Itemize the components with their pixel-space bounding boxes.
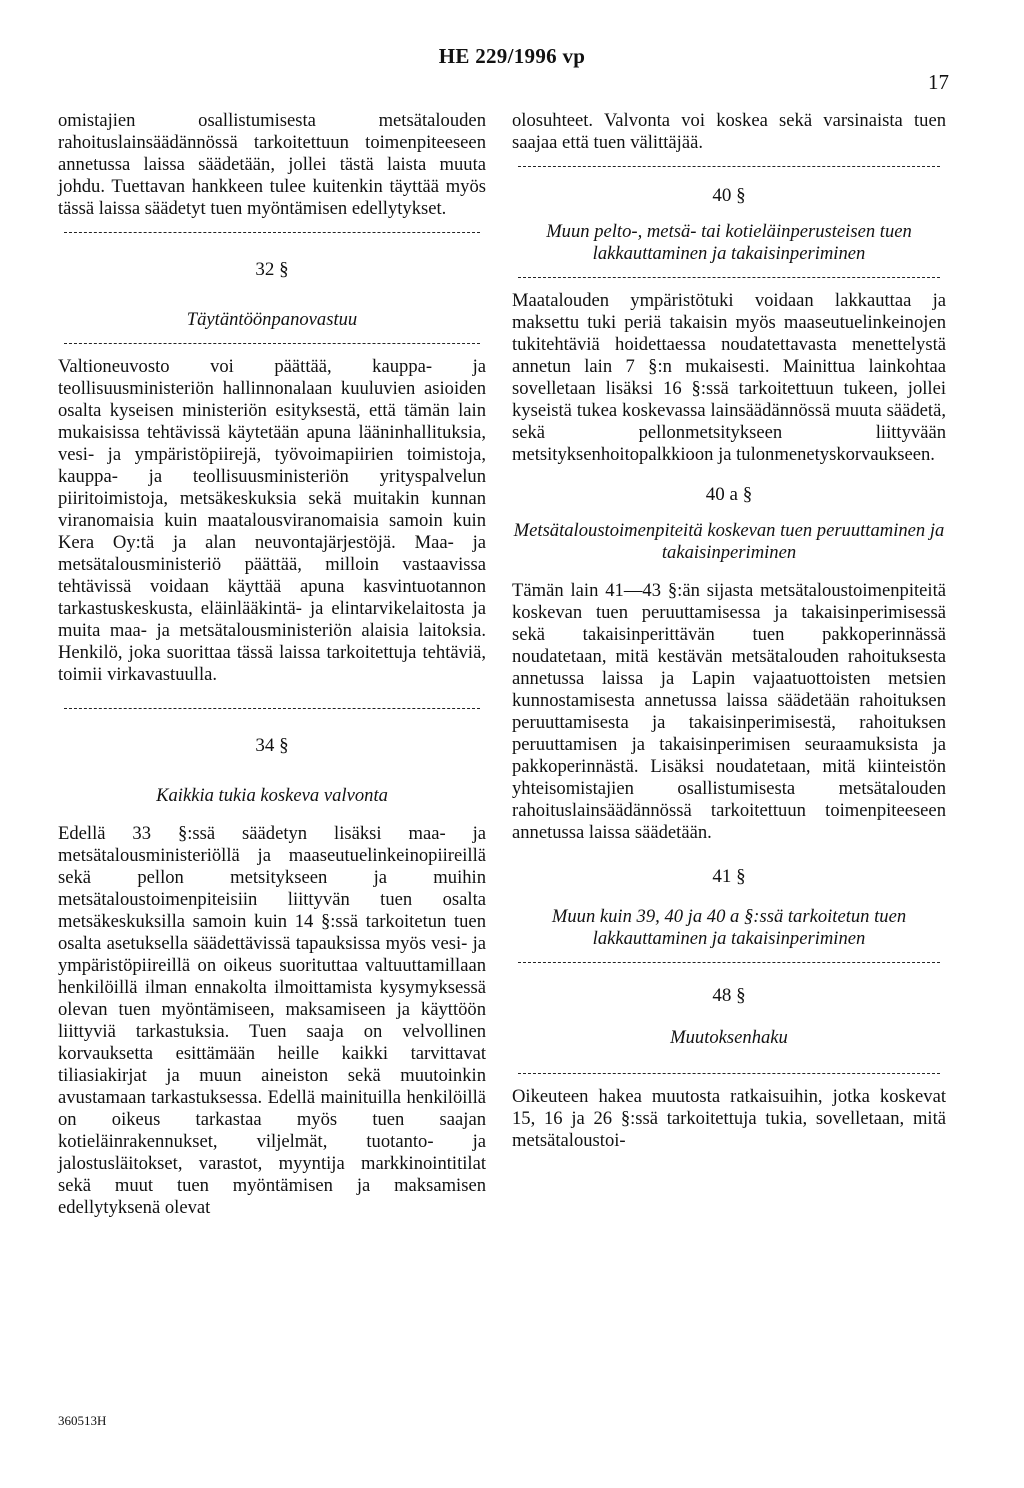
section-48 [512,985,946,1152]
section-number: 40 § [712,185,746,206]
section-text: Valtioneuvosto voi päättää, kauppa- ja teollisuusministeriön hallinnonalaan kuuluvien asioiden osalta kyseisen ministeriön esityksestä, että tämän lain mukaisissa tehtävissä käytetään apuna lääninhallituksia, vesi- ja ympäristöpiirejä, työvoimapiirien toimistoja, kauppa- ja teollisuusministeriön yrityspalvelun piiritoimistoja, metsäkeskuksia sekä muitakin kunnan viranomaisia kuin maatalousviranomaisia samoin kuin Kera Oy:tä ja alan neuvontajärjestöjä. Maa- ja metsätalousministeriö päättää, milloin vastaavissa tehtävissä voidaan käyttää apuna kasvintuotannon tarkastuskeskusta, eläinlääkintä- ja elintarvikelaitosta ja muita maa- ja metsätalousministeriön alaisia laitoksia. Henkilö, joka suorittaa tässä laissa tarkoitettuja tehtäviä, toimii virkavastuulla. [58,356,486,685]
section-41 [512,866,946,963]
section-divider [64,232,480,233]
section-divider [64,708,480,709]
section-text: Oikeuteen hakea muutosta ratkaisuihin, jotka koskevat 15, 16 ja 26 §:ssä tarkoitettuja tukia, sovelletaan, mitä metsätaloustoi- [512,1086,946,1151]
section-title: Muun kuin 39, 40 ja 40 a §:ssä tarkoitetun tuen lakkauttaminen ja takaisinperiminen [551,906,907,949]
page-number: 17 [928,70,949,94]
section-number: 48 § [712,985,746,1006]
section-number: 40 a § [705,484,753,505]
section-text: Tämän lain 41—43 §:än sijasta metsätaloustoimenpiteitä koskevan tuen peruuttamisessa ja takaisinperimisessä sekä takaisinperittävän tuen pakkoperinnässä noudatetaan, mitä kestävän metsätalouden rahoituksesta annetussa laissa ja Lapin vajaatuottoisten metsien kunnostamisesta annetussa laissa säädetään rahoituksen peruuttamisesta ja takaisinperimisestä, rahoituksen peruuttamisen ja takaisinperimisen seuraamuksista ja pakkoperinnästä. Lisäksi noudatetaan, mitä kiinteistön yhteisomistajien osallistumisesta metsätalouden rahoituslainsäädännössä tarkoitettuun toimenpiteeseen annetussa laissa säädetään. [512,580,946,843]
section-title: Muutoksenhaku [670,1027,788,1048]
section-text: Edellä 33 §:ssä säädetyn lisäksi maa- ja metsätalousministeriöllä ja maaseutuelinkeinopiireillä sekä pellon metsitykseen ja muihin metsätaloustoimenpiteisiin liittyvän tuen osalta metsäkeskuksilla samoin kuin 14 §:ssä tarkoitetun tuen osalta asetuksella säädettävissä tapauksissa myös vesi- ja ympäristöpiireillä on oikeus suorituttaa valtuuttamillaan henkilöillä ilman ennakolta ilmoittamista kysymyksessä olevan tuen myöntämiseen, maksamiseen ja käyttöön liittyviä tarkastuksia. Tuen saaja on velvollinen korvauksetta esittämään heille kaikki tarvittavat tiliasiakirjat ja muun aineiston sekä muutoinkin avustamaan tarkastuksessa. Edellä mainituilla henkilöillä on oikeus tarkastaa myös tuen saajan kotieläinrakennukset, viljelmät, tuotanto- ja jalostusläitokset, varastot, myyntija markkinointitilat sekä muut tuen myöntämisen ja maksamisen edellytyksenä olevat [58,823,486,1218]
section-divider [518,1073,940,1074]
footer-code: 360513H [58,1413,107,1428]
intro-paragraph: omistajien osallistumisesta metsätalouden rahoituslainsäädännössä tarkoitettuun toimenpiteeseen annetussa laissa säädetään, jollei tästä laista muuta johdu. Tuettavan hankkeen tulee kuitenkin täyttää myös tässä laissa säädetyt tuen myöntämisen edellytykset. [58,110,486,219]
section-title: Täytäntöönpanovastuu [186,309,358,330]
section-divider [64,343,480,344]
section-number: 41 § [712,866,746,887]
section-text: Maatalouden ympäristötuki voidaan lakkauttaa ja maksettu tuki periä takaisin myös maaseutuelinkeinojen tukitehtäviä hoidettaessa noudatettavasta menettelystä annetun lain 7 §:n mukaisesti. Mainittua lainkohtaa sovelletaan lisäksi 16 §:ssä tarkoitettuun tukeen, jollei kyseistä tukea koskevassa lainsäädännössä muuta säädetä, sekä pellonmetsitykseen liittyvään metsityksenhoitopalkkioon ja tulonmenetyskorvaukseen. [512,290,946,465]
section-number: 32 § [255,259,289,280]
document-header: HE 229/1996 vp [438,44,586,68]
section-title: Muun pelto-, metsä- tai kotieläinperusteisen tuen lakkauttaminen ja takaisinperiminen [546,221,912,264]
left-column [58,110,486,1219]
section-32 [58,259,486,686]
section-number: 34 § [255,735,289,756]
section-divider [518,166,940,167]
right-column [512,110,946,1152]
intro-paragraph: olosuhteet. Valvonta voi koskea sekä varsinaista tuen saajaa että tuen välittäjää. [512,110,946,153]
section-title: Metsätaloustoimenpiteitä koskevan tuen peruuttaminen ja takaisinperiminen [513,520,945,563]
section-divider [518,277,940,278]
section-40a [512,484,946,844]
section-34 [58,735,486,1219]
section-divider [518,962,940,963]
section-40 [512,185,946,466]
section-title: Kaikkia tukia koskeva valvonta [156,785,388,806]
